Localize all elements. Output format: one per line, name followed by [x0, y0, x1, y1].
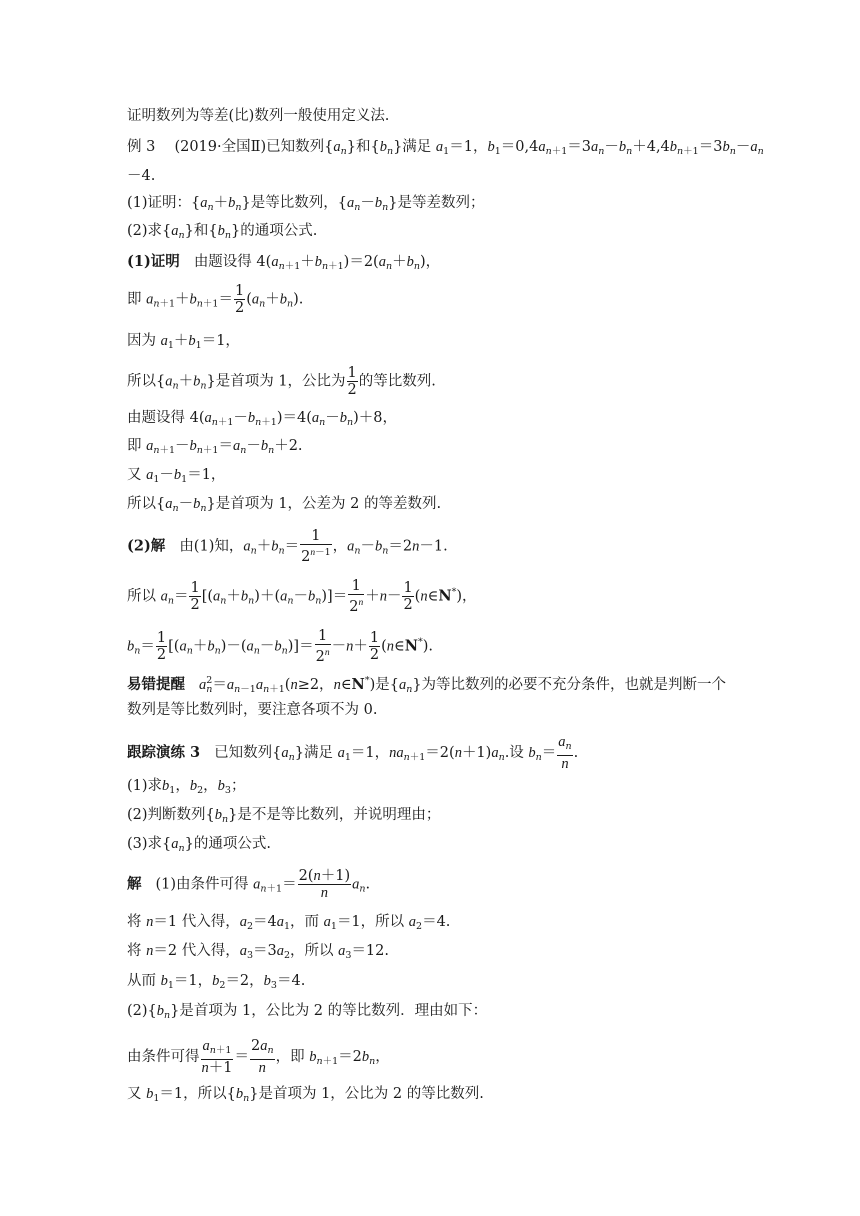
proof-step-4: 所以$\{a_n+b_n\}$是首项为 1，公比为 $\frac{1}{2}$ 的等比数列.: [127, 365, 436, 398]
example-label: 例 3: [127, 139, 156, 155]
proof-step-1: (1)证明 由题设得 $4(a_{n+1}+b_{n+1})=2(a_n+b_n)$，: [127, 253, 441, 272]
practice-solution-5: $(2)\{b_n\}$是首项为 1，公比为 2 的等比数列．理由如下：: [127, 1003, 488, 1021]
tip-line-1: 易错提醒 $a^2_n=a_{n-1}a_{n+1}(n\ge 2$，n∈N*)是$\{a_n\}$为等比数列的必要不充分条件，也就是判断一个: [127, 675, 727, 695]
example-3-question: 例 3 (2019·全国Ⅱ)已知数列$\{a_n\}$和$\{b_n\}$满足 $a_1=1$，$b_1=0,4a_{n+1}=3a_n-b_n+4,4b_{n+1}=3b_n-a_n$: [127, 139, 764, 157]
proof-label: (1)证明: [127, 253, 180, 270]
practice-solution-3: 将 n＝2 代入得，$a_3=3a_2$，所以 $a_3=12$.: [127, 943, 389, 961]
proof-step-5: 由题设得 $4(a_{n+1}-b_{n+1})=4(a_n-b_n)+8$，: [127, 410, 398, 428]
example-3-part-2: (2)求$\{a_n\}$和$\{b_n\}$的通项公式.: [127, 223, 318, 241]
practice-solution-2: 将 n＝1 代入得，$a_2=4a_1$，而 $a_1=1$，所以 $a_2=4$.: [127, 914, 451, 932]
practice-label: 跟踪演练 3: [127, 744, 201, 761]
example-3-question-cont: －4.: [127, 168, 156, 184]
proof-step-7: 又 $a_1-b_1=1$，: [127, 467, 226, 485]
practice-solution-6: 由条件可得 $\frac{a_{n+1}}{n+1}$ ＝ $\frac{2a_n}{n}$ ，即 $b_{n+1}=2b_n$，: [127, 1038, 390, 1076]
intro-line: 证明数列为等差(比)数列一般使用定义法.: [127, 108, 390, 124]
practice-part-1: (1)求$b_1$，$b_2$，$b_3$；: [127, 778, 246, 796]
practice-solution-1: 解 (1)由条件可得 $a_{n+1}=$ $\frac{2(n+1)}{n}$ $a_n$.: [127, 868, 371, 901]
proof-step-8: 所以$\{a_n-b_n\}$是首项为 1，公差为 2 的等差数列.: [127, 496, 442, 514]
solution-step-3: $b_n=$ $\frac{1}{2}$ $[(a_n+b_n)-(a_n-b_n)]=$ $\frac{1}{2^n}$ －n＋ $\frac{1}{2}$ (n∈N*).: [127, 628, 434, 665]
solution-label: (2)解: [127, 537, 166, 555]
proof-step-6: 即 $a_{n+1}-b_{n+1}=a_n-b_n+2$.: [127, 438, 303, 456]
solution-step-1: (2)解 由(1)知，$a_n+b_n=$ $\frac{1}{2^{n-1}}$ ，$a_n-b_n=2n-1$.: [127, 528, 448, 565]
example-source: (2019·全国Ⅱ): [174, 139, 267, 155]
proof-step-3: 因为 $a_1+b_1=1$，: [127, 333, 240, 351]
tip-label: 易错提醒: [127, 676, 185, 693]
practice-solution-4: 从而 $b_1=1$，$b_2=2$，$b_3=4$.: [127, 973, 306, 991]
practice-3-question: 跟踪演练 3 已知数列$\{a_n\}$满足 $a_1=1$，$na_{n+1}=2(n+1)a_n$.设 $b_n=$ $\frac{a_n}{n}$ .: [127, 734, 579, 772]
example-3-part-1: (1)证明：$\{a_n+b_n\}$是等比数列，$\{a_n-b_n\}$是等差数列；: [127, 195, 485, 213]
proof-step-2: 即 $a_{n+1}+b_{n+1}=$ $\frac{1}{2}$ $(a_n+b_n)$.: [127, 283, 304, 316]
practice-solution-label: 解: [127, 875, 142, 893]
solution-step-2: 所以 $a_n=$ $\frac{1}{2}$ $[(a_n+b_n)+(a_n-b_n)]=$ $\frac{1}{2^n}$ ＋n－ $\frac{1}{2}$ (n∈N*)，: [127, 578, 477, 615]
practice-part-3: (3)求$\{a_n\}$的通项公式.: [127, 836, 271, 854]
practice-solution-7: 又 $b_1=1$，所以$\{b_n\}$是首项为 1，公比为 2 的等比数列.: [127, 1086, 484, 1104]
tip-line-2: 数列是等比数列时，要注意各项不为 0.: [127, 702, 378, 718]
practice-part-2: (2)判断数列$\{b_n\}$是不是等比数列，并说明理由；: [127, 807, 441, 825]
